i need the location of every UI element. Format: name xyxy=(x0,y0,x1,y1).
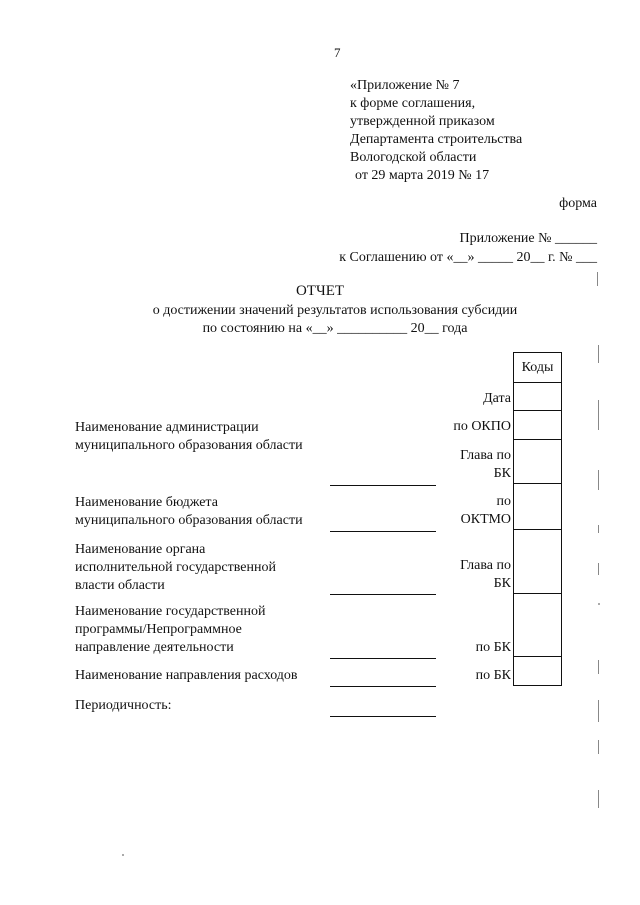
field-admin-line: муниципального образования области xyxy=(75,438,303,453)
field-organ-line: исполнительной государственной xyxy=(75,560,276,575)
label-glava-bk-organ xyxy=(460,557,511,593)
fill-line-admin[interactable] xyxy=(330,485,436,486)
scan-artifact xyxy=(598,400,599,430)
label-glava-bk-line: Глава по xyxy=(460,558,511,573)
subtitle-line: по состоянию на «__» __________ 20__ года xyxy=(202,321,468,336)
field-program-line: программы/Непрограммное xyxy=(75,622,242,637)
label-glava-bk xyxy=(460,447,511,483)
field-program-line: направление деятельности xyxy=(75,640,234,655)
field-budget-line: Наименование бюджета xyxy=(75,495,218,510)
fill-line-periodicity[interactable] xyxy=(330,716,436,717)
field-program-line: Наименование государственной xyxy=(75,604,266,619)
agreement-reference: к Соглашению от «__» _____ 20__ г. № ___ xyxy=(339,250,597,265)
appendix-line: утвержденной приказом xyxy=(350,114,495,129)
appendix-line: Вологодской области xyxy=(350,150,477,165)
codes-header: Коды xyxy=(514,353,562,383)
field-organ-line: Наименование органа xyxy=(75,542,206,557)
field-budget xyxy=(75,494,303,530)
label-oktmo-line: ОКТМО xyxy=(460,512,511,527)
label-po-bk-program: по БК xyxy=(475,640,511,655)
field-admin-line: Наименование администрации xyxy=(75,420,259,435)
fill-line-budget[interactable] xyxy=(330,531,436,532)
field-budget-line: муниципального образования области xyxy=(75,513,303,528)
field-admin xyxy=(75,419,303,455)
appendix-line: «Приложение № 7 xyxy=(350,78,460,93)
label-okpo: по ОКПО xyxy=(453,419,511,434)
fill-line-organ[interactable] xyxy=(330,594,436,595)
field-organ xyxy=(75,541,276,595)
code-cell-po-bk-direction[interactable] xyxy=(514,657,562,686)
scan-artifact xyxy=(598,470,599,490)
code-cell-date[interactable] xyxy=(514,383,562,411)
fill-line-direction[interactable] xyxy=(330,686,436,687)
code-cell-okpo[interactable] xyxy=(514,411,562,440)
label-glava-bk-line: Глава по xyxy=(460,448,511,463)
label-oktmo-line: по xyxy=(496,494,511,509)
subtitle-line: о достижении значений результатов использования субсидии xyxy=(152,303,518,318)
code-cell-oktmo[interactable] xyxy=(514,484,562,530)
page-number: 7 xyxy=(334,45,341,60)
appendix-line: от 29 марта 2019 № 17 xyxy=(355,168,490,183)
scan-dot xyxy=(598,603,600,605)
label-glava-bk-line: БК xyxy=(493,466,511,481)
appendix-line: Департамента строительства xyxy=(350,132,523,147)
field-organ-line: власти области xyxy=(75,578,165,593)
label-po-bk-direction: по БК xyxy=(475,668,511,683)
scan-artifact xyxy=(598,790,599,808)
appendix-header xyxy=(350,77,522,185)
appendix-line: к форме соглашения, xyxy=(350,96,476,111)
attachment-number: Приложение № ______ xyxy=(459,231,597,246)
code-cell-glava-bk-organ[interactable] xyxy=(514,530,562,594)
report-title: ОТЧЕТ xyxy=(295,283,345,299)
scan-artifact xyxy=(598,660,599,674)
scan-artifact xyxy=(598,740,599,754)
scan-artifact xyxy=(597,272,598,286)
label-oktmo xyxy=(461,493,511,529)
field-program xyxy=(75,603,266,657)
scan-artifact xyxy=(598,563,599,575)
report-subtitle xyxy=(110,302,560,338)
form-label: форма xyxy=(559,196,597,211)
code-cell-po-bk-program[interactable] xyxy=(514,594,562,657)
scan-artifact xyxy=(598,345,599,363)
scan-dot xyxy=(122,854,124,856)
field-direction: Наименование направления расходов xyxy=(75,668,298,683)
scan-artifact xyxy=(598,525,599,533)
fill-line-program[interactable] xyxy=(330,658,436,659)
code-cell-glava-bk[interactable] xyxy=(514,440,562,484)
codes-table xyxy=(513,352,562,686)
label-date: Дата xyxy=(483,391,511,406)
scan-artifact xyxy=(598,700,599,722)
label-glava-bk-line: БК xyxy=(493,576,511,591)
field-periodicity: Периодичность: xyxy=(75,698,172,713)
